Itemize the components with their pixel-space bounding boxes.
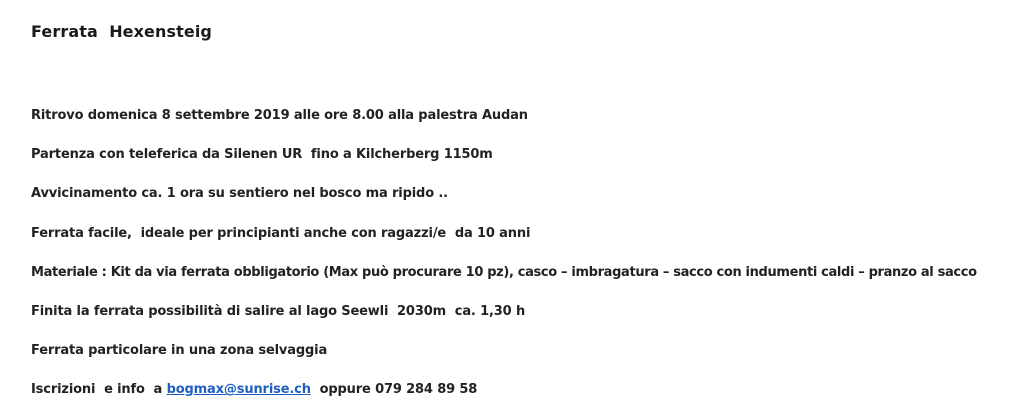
email-link[interactable]: bogmax@sunrise.ch: [166, 382, 311, 397]
page-title: Ferrata Hexensteig: [31, 22, 212, 41]
departure-info: Partenza con teleferica da Silenen UR fino a Kilcherberg 1150m: [31, 147, 493, 162]
difficulty-info: Ferrata facile, ideale per principianti anche con ragazzi/e da 10 anni: [31, 226, 531, 241]
signup-phone: oppure 079 284 89 58: [310, 382, 478, 397]
area-info: Ferrata particolare in una zona selvaggia: [31, 343, 328, 358]
meeting-info: Ritrovo domenica 8 settembre 2019 alle ore 8.00 alla palestra Audan: [31, 108, 528, 123]
equipment-info: Materiale : Kit da via ferrata obbligatorio (Max può procurare 10 pz), casco – imbragatura – sacco con indumenti caldi – pranzo al sacco: [31, 265, 977, 280]
approach-info: Avvicinamento ca. 1 ora su sentiero nel bosco ma ripido ..: [31, 186, 448, 201]
signup-prefix: Iscrizioni e info a: [31, 382, 167, 397]
lake-extension-info: Finita la ferrata possibilità di salire al lago Seewli 2030m ca. 1,30 h: [31, 304, 526, 319]
signup-info: [31, 382, 477, 398]
